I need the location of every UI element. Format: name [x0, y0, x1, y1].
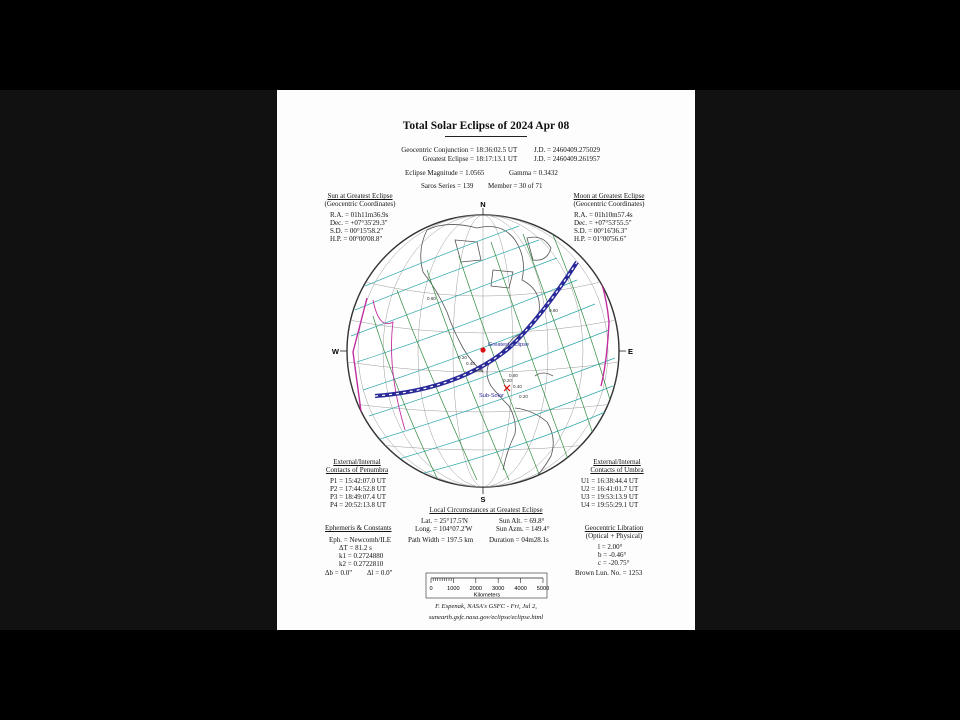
ephemeris-heading: Ephemeris & Constants	[325, 524, 392, 532]
local-latitude: Lat. = 25°17.5'N	[421, 517, 468, 525]
umbra-u3: U3 = 19:53:13.9 UT	[581, 493, 639, 501]
umbra-u1: U1 = 16:38:44.4 UT	[581, 477, 639, 485]
sun-heading: Sun at Greatest Eclipse	[327, 192, 393, 200]
eclipse-document	[277, 90, 695, 630]
local-heading: Local Circumstances at Greatest Eclipse	[429, 506, 543, 514]
sun-ra: R.A. = 01h11m36.9s	[330, 211, 389, 219]
penumbra-p1: P1 = 15:42:07.0 UT	[330, 477, 387, 485]
sun-hp: H.P. = 00°00'08.8"	[330, 235, 383, 243]
sun-sd: S.D. = 00°15'58.2"	[330, 227, 384, 235]
eclipse-magnitude: Eclipse Magnitude = 1.0565	[405, 169, 485, 177]
libration-c: c = -20.75°	[598, 559, 630, 567]
source-url[interactable]: sunearth.gsfc.nasa.gov/eclipse/eclipse.html	[428, 614, 544, 621]
author-credit: F. Espenak, NASA's GSFC - Fri, Jul 2,	[435, 603, 537, 610]
ephemeris-k2: k2 = 0.2722810	[339, 560, 384, 568]
libration-l: l = 2.00°	[598, 543, 623, 551]
scale-tick-label: 0	[429, 586, 433, 592]
ephemeris-delta-l: Δl = 0.0"	[367, 569, 393, 577]
moon-subheading: (Geocentric Coordinates)	[573, 200, 645, 208]
greatest-eclipse-label: Greatest Eclipse	[488, 342, 530, 348]
penumbra-p4: P4 = 20:52:13.8 UT	[330, 501, 387, 509]
magnitude-label: 0.20	[503, 378, 512, 383]
ephemeris-delta-b: Δb = 0.0"	[325, 569, 353, 577]
ephemeris-delta-t: ΔT = 81.2 s	[339, 544, 372, 552]
conjunction-label: Geocentric Conjunction =	[401, 146, 474, 154]
distance-scale	[425, 572, 549, 602]
local-longitude: Long. = 104°07.2'W	[415, 525, 473, 533]
local-path-width: Path Width = 197.5 km	[408, 536, 474, 544]
umbra-u2: U2 = 16:41:01.7 UT	[581, 485, 639, 493]
pillarbox-right	[695, 90, 960, 630]
magnitude-label: 0.80	[549, 308, 558, 313]
magnitude-label: 0.20	[458, 355, 467, 360]
magnitude-label: 0.20	[519, 394, 528, 399]
scale-tick-label: 5000	[536, 586, 549, 592]
east-label: E	[628, 347, 634, 356]
west-label: W	[331, 347, 339, 356]
scale-tick-label: 2000	[469, 586, 483, 592]
magnitude-label: 0.80	[509, 373, 518, 378]
greatest-eclipse-label: Greatest Eclipse =	[422, 155, 474, 163]
magnitude-label: 0.40	[466, 361, 475, 366]
saros-series: Saros Series = 139	[421, 182, 474, 190]
north-label: N	[480, 200, 486, 209]
page-title: Total Solar Eclipse of 2024 Apr 08	[402, 120, 570, 132]
saros-member: Member = 30 of 71	[488, 182, 543, 190]
umbra-heading: External/Internal	[593, 458, 641, 466]
scale-tick-label: 3000	[491, 586, 505, 592]
umbra-subheading: Contacts of Umbra	[590, 466, 644, 474]
local-sun-azimuth: Sun Azm. = 149.4°	[496, 525, 550, 533]
conjunction-value: 18:36:02.5 UT	[476, 146, 518, 154]
scale-tick-label: 4000	[514, 586, 527, 592]
magnitude-label: 0.40	[513, 384, 522, 389]
scale-unit: Kilometers	[473, 592, 501, 599]
greatest-eclipse-value: 18:17:13.1 UT	[476, 155, 518, 163]
moon-ra: R.A. = 01h10m57.4s	[574, 211, 633, 219]
umbra-u4: U4 = 19:55:29.1 UT	[581, 501, 639, 509]
moon-hp: H.P. = 01°00'56.6"	[574, 235, 627, 243]
moon-sd: S.D. = 00°16'36.3"	[574, 227, 628, 235]
letterbox-bottom	[0, 630, 960, 720]
south-label: S	[480, 495, 486, 504]
brown-lunation-number: Brown Lun. No. = 1253	[575, 569, 643, 577]
penumbra-p2: P2 = 17:44:52.8 UT	[330, 485, 387, 493]
ephemeris-eph: Eph. = Newcomb/ILE	[329, 536, 392, 544]
moon-dec: Dec. = +07°53'55.5"	[574, 219, 632, 227]
scale-minor-ticks	[431, 578, 543, 583]
scale-tick-label: 1000	[447, 586, 460, 592]
greatest-eclipse-jd: J.D. = 2460409.261957	[534, 155, 600, 163]
magnitude-label: 0.60	[474, 368, 483, 373]
penumbra-p3: P3 = 18:49:07.4 UT	[330, 493, 387, 501]
local-duration: Duration = 04m28.1s	[489, 536, 549, 544]
local-sun-altitude: Sun Alt. = 69.8°	[499, 517, 545, 525]
magnitude-label: 0.60	[427, 296, 436, 301]
penumbra-subheading: Contacts of Penumbra	[325, 466, 389, 474]
libration-subheading: (Optical + Physical)	[585, 532, 643, 540]
moon-heading: Moon at Greatest Eclipse	[573, 192, 645, 200]
sun-dec: Dec. = +07°35'29.3"	[330, 219, 388, 227]
conjunction-jd: J.D. = 2460409.275029	[534, 146, 600, 154]
libration-b: b = -0.46°	[598, 551, 627, 559]
eclipse-gamma: Gamma = 0.3432	[509, 169, 558, 177]
sub-solar-label: Sub-Solar	[479, 393, 504, 399]
libration-heading: Geocentric Libration	[584, 524, 644, 532]
pillarbox-left	[0, 90, 277, 630]
penumbra-heading: External/Internal	[333, 458, 381, 466]
ephemeris-k1: k1 = 0.2724880	[339, 552, 384, 560]
sun-subheading: (Geocentric Coordinates)	[324, 200, 396, 208]
greatest-eclipse-marker	[480, 347, 485, 352]
letterbox-top	[0, 0, 960, 90]
